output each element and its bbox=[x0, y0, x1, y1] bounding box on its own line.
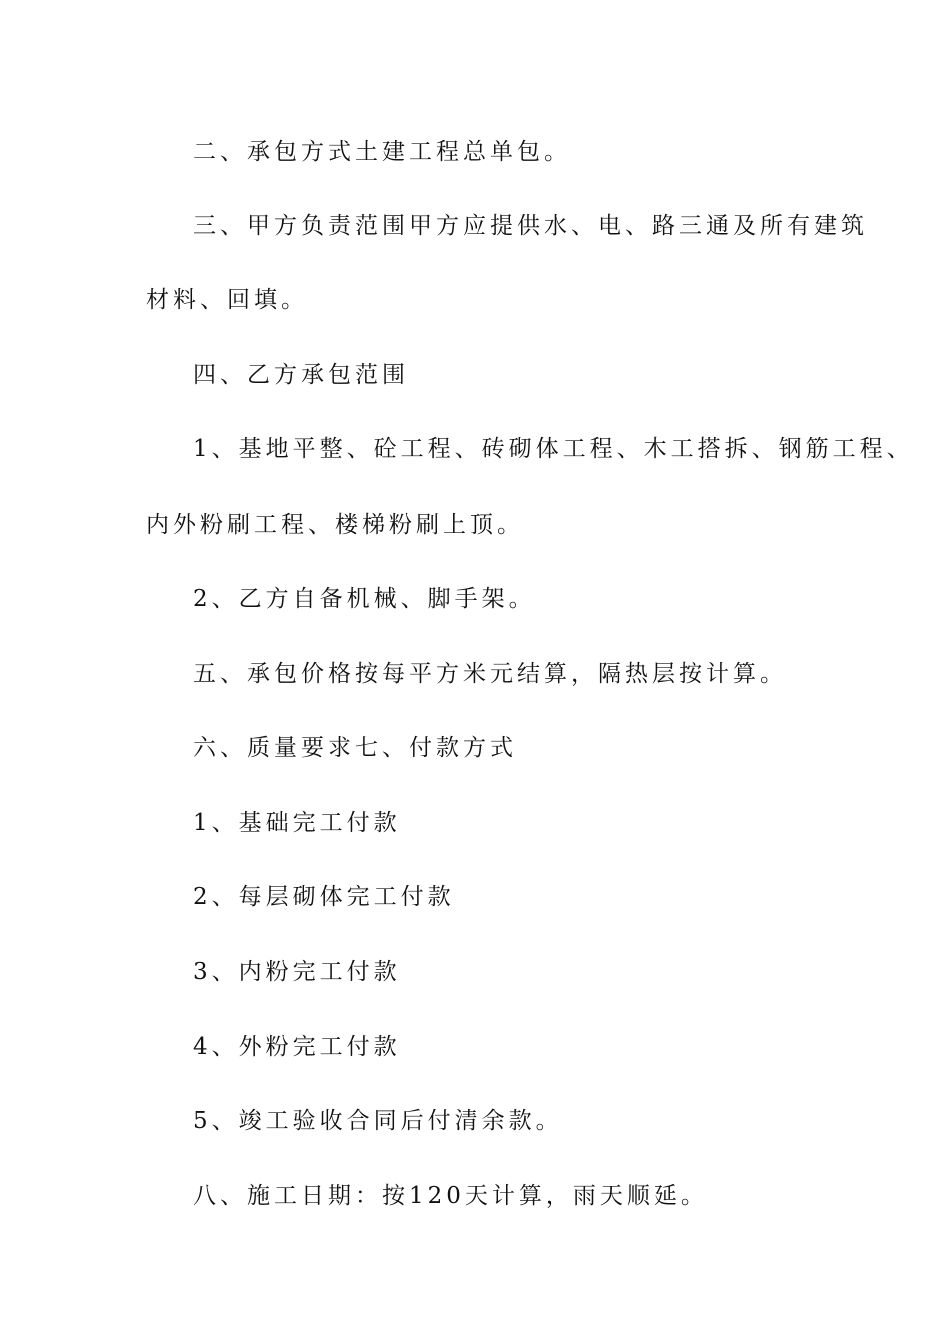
text-line: 2、乙方自备机械、脚手架。 bbox=[193, 586, 536, 612]
text-line: 1、基础完工付款 bbox=[193, 810, 401, 836]
text-line: 二、承包方式土建工程总单包。 bbox=[193, 139, 571, 165]
text-line: 材料、回填。 bbox=[146, 287, 308, 313]
text-line: 八、施工日期：按120天计算，雨天顺延。 bbox=[193, 1183, 708, 1209]
text-line: 六、质量要求七、付款方式 bbox=[193, 735, 517, 761]
text-line: 4、外粉完工付款 bbox=[193, 1034, 401, 1060]
text-line: 三、甲方负责范围甲方应提供水、电、路三通及所有建筑 bbox=[193, 213, 868, 239]
text-line: 3、内粉完工付款 bbox=[193, 959, 401, 985]
text-line: 1、基地平整、砼工程、砖砌体工程、木工搭拆、钢筋工程、 bbox=[193, 436, 914, 462]
text-line: 四、乙方承包范围 bbox=[193, 362, 409, 388]
text-line: 内外粉刷工程、楼梯粉刷上顶。 bbox=[146, 512, 524, 538]
text-line: 2、每层砌体完工付款 bbox=[193, 884, 455, 910]
text-line: 5、竣工验收合同后付清余款。 bbox=[193, 1108, 563, 1134]
text-line: 五、承包价格按每平方米元结算，隔热层按计算。 bbox=[193, 661, 787, 687]
